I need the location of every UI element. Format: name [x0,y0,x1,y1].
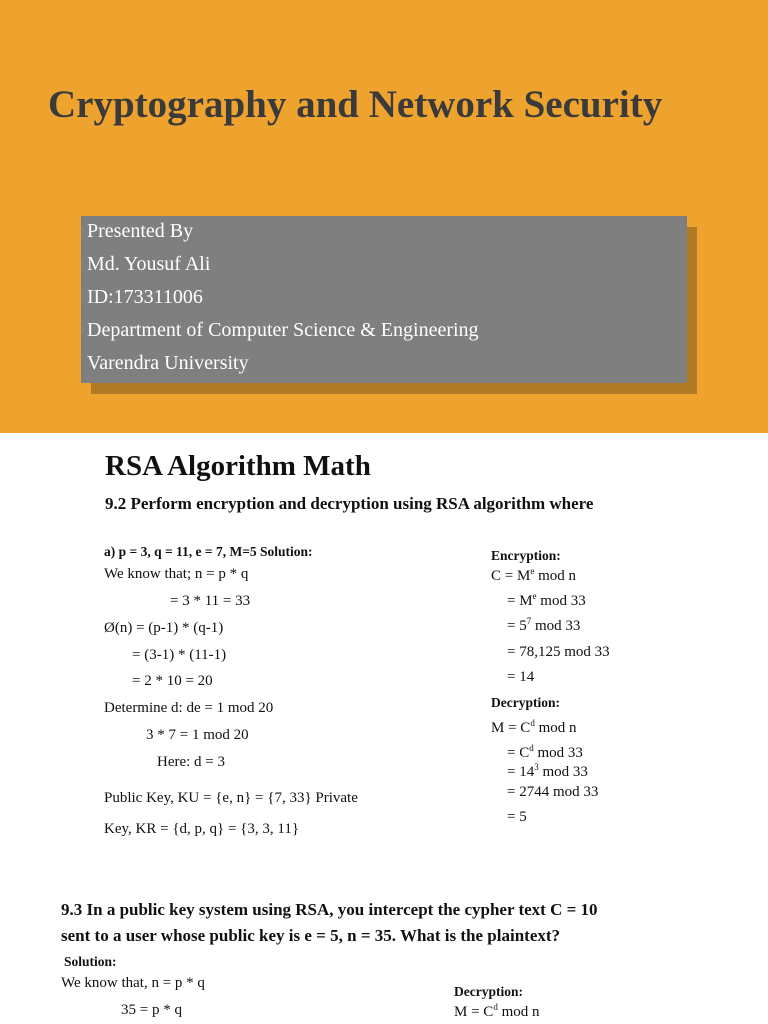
presenter-line: Presented By [87,220,194,242]
problem-9-3-line1: 9.3 In a public key system using RSA, you intercept the cypher text C = 10 [61,900,598,919]
presenter-box [81,216,687,383]
solution-line: = (3-1) * (11-1) [132,647,227,663]
decryption-line: = 2744 mod 33 [507,784,599,800]
encryption-line: = $M^e$ mod 33 [507,591,586,609]
private-key-line: Key, KR = {d, p, q} = {3, 3, 11} [104,821,300,837]
encryption-line: = 78,125 mod 33 [507,644,610,660]
presenter-name: Md. Yousuf Ali [87,253,211,275]
solution-line: = 2 * 10 = 20 [132,673,213,689]
presenter-id: ID:173311006 [87,286,203,308]
decryption-heading-2: Decryption: [454,984,523,999]
decryption-heading: Decryption: [491,695,560,710]
solution-line: Ø(n) = (p-1) * (q-1) [104,620,224,636]
solution-line: 35 = p * q [121,1002,182,1018]
decryption-line: $M = C^d$ mod n [491,718,577,736]
encryption-line: $C = M^e$ mod n [491,566,576,584]
encryption-line: = $5^7$ mod 33 [507,616,581,634]
public-key-line: Public Key, KU = {e, n} = {7, 33} Private [104,790,358,806]
encryption-result: = 14 [507,669,535,685]
cover-title: Cryptography and Network Security [48,83,663,126]
problem-9-2: 9.2 Perform encryption and decryption using RSA algorithm where [105,494,594,513]
decryption-line: $M = C^d$ mod n [454,1002,540,1020]
presenter-university: Varendra University [87,352,249,374]
solution-line: We know that, n = p * q [61,975,205,991]
decryption-line: = $C^d$ mod 33 [507,743,583,761]
solution-label: Solution: [64,954,117,969]
solution-line: We know that; n = p * q [104,566,249,582]
solution-line: 3 * 7 = 1 mod 20 [146,727,249,743]
cover-slide [0,0,768,433]
solution-line: = 3 * 11 = 33 [170,593,251,609]
encryption-heading: Encryption: [491,548,561,563]
presenter-department: Department of Computer Science & Engineering [87,319,479,341]
decryption-result: = 5 [507,809,527,825]
rsa-heading: RSA Algorithm Math [105,450,371,482]
solution-line: Determine d: de = 1 mod 20 [104,700,274,716]
decryption-line: = $14^3$ mod 33 [507,762,588,780]
part-a-header: a) p = 3, q = 11, e = 7, M=5 Solution: [104,544,313,559]
solution-line: Here: d = 3 [157,754,226,770]
problem-9-3-line2: sent to a user whose public key is e = 5, n = 35. What is the plaintext? [61,926,561,945]
